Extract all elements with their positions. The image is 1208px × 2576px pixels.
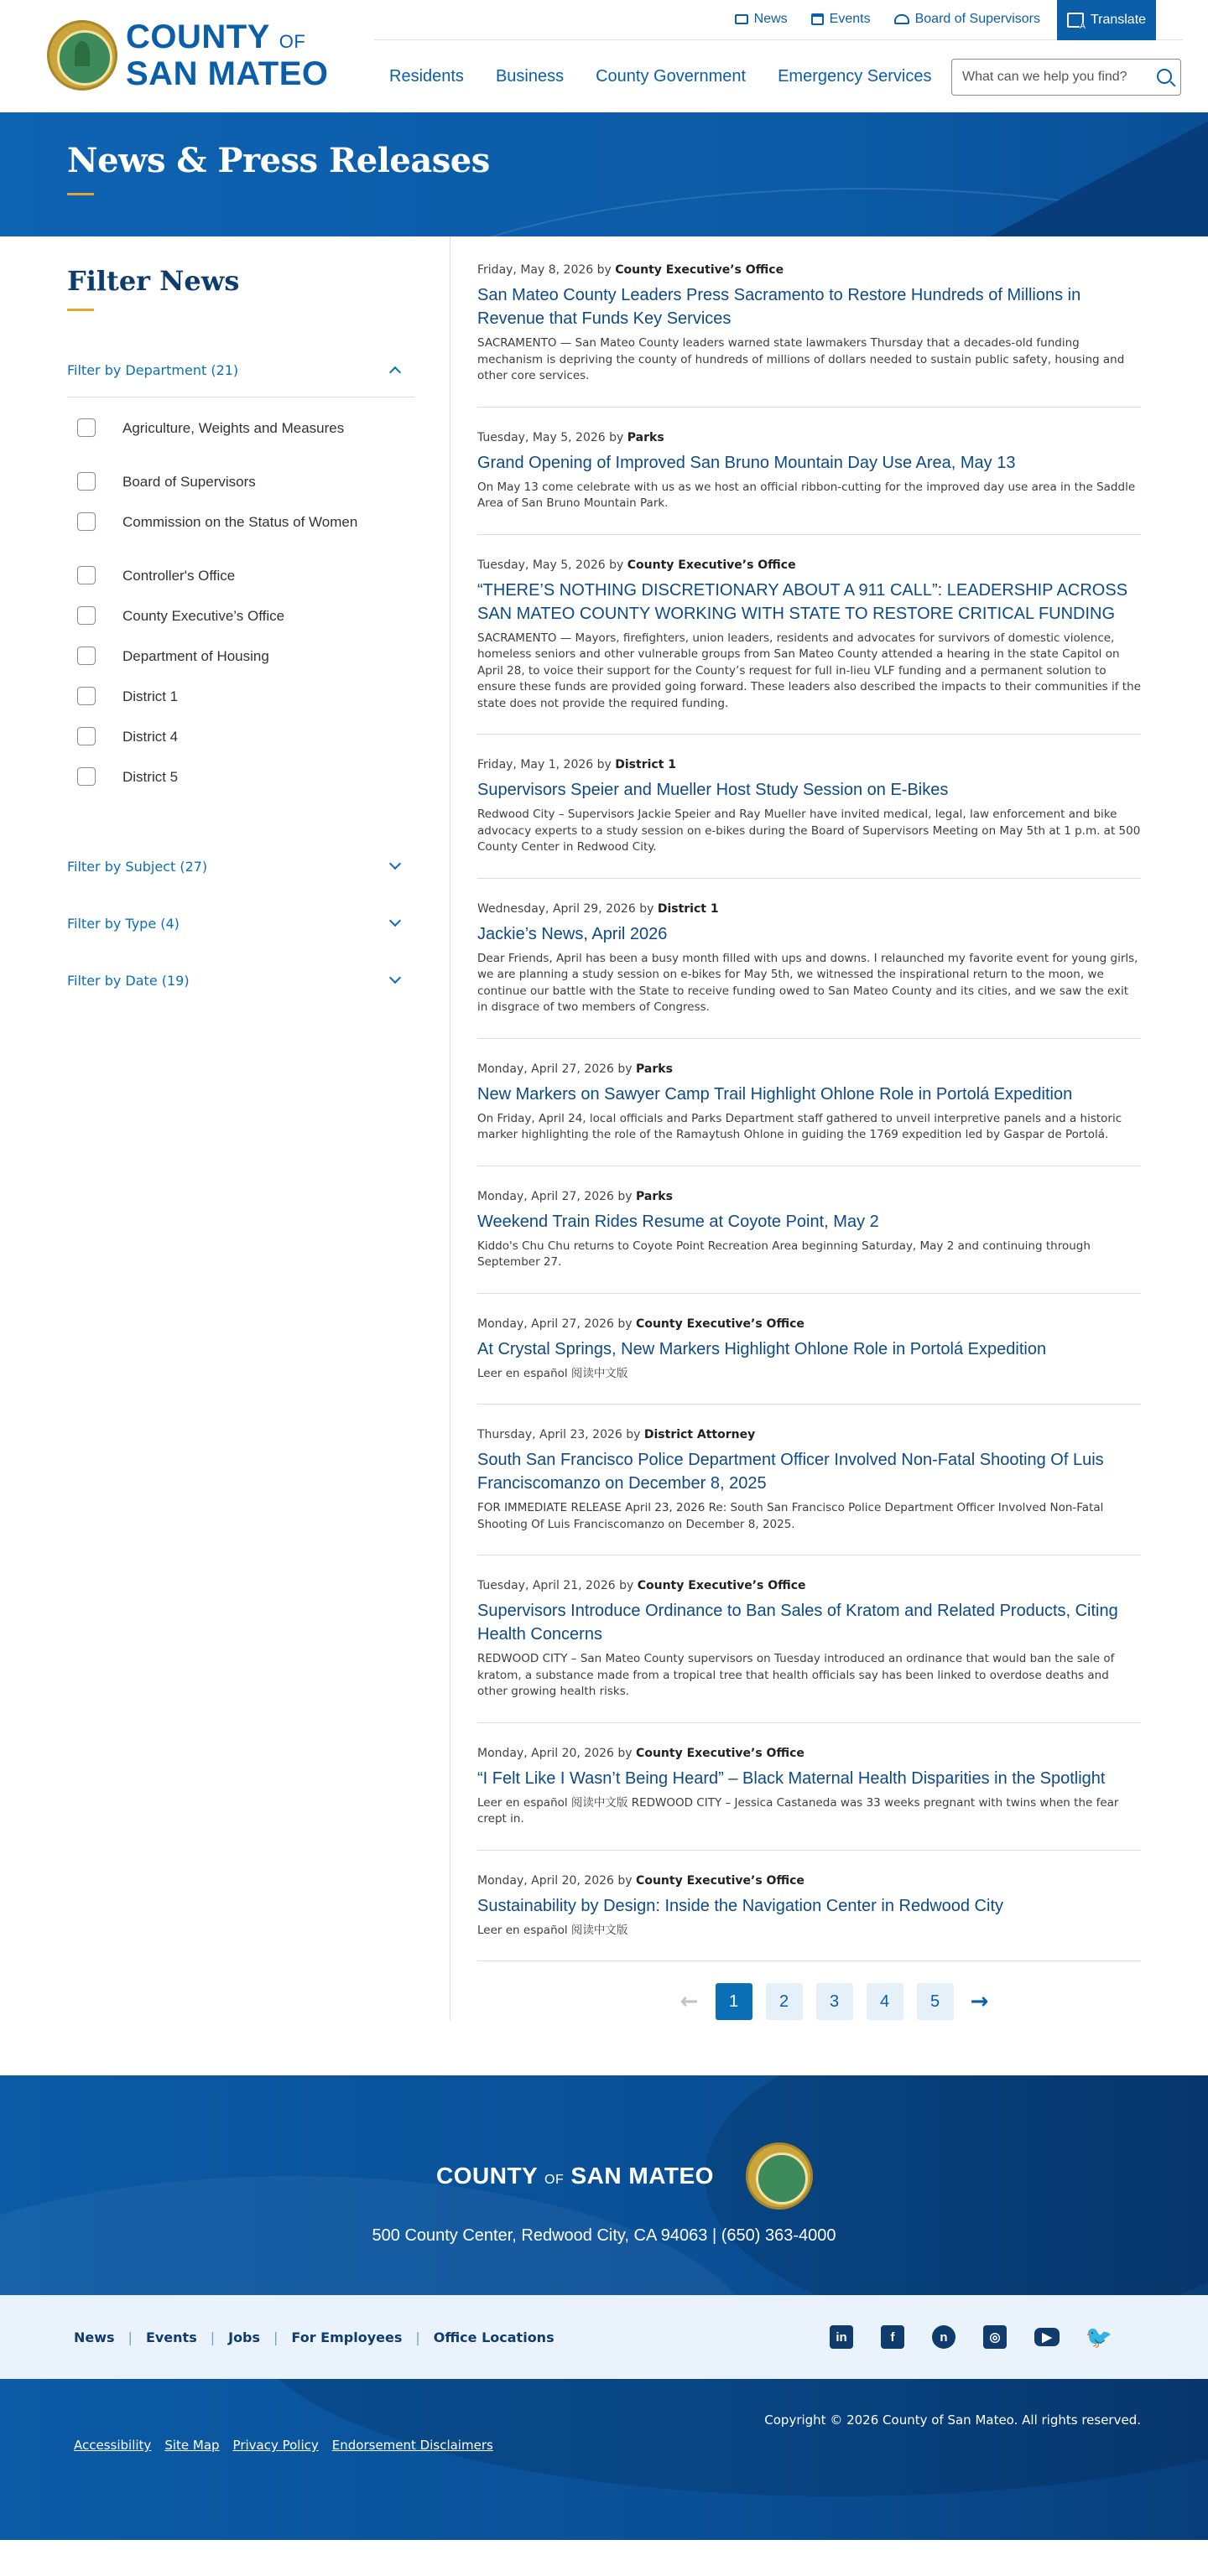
prev-page-icon: ← xyxy=(680,1989,699,2014)
page-button[interactable]: 2 xyxy=(766,1983,803,2020)
next-page-icon[interactable]: → xyxy=(970,1989,989,2014)
translate-icon xyxy=(1067,13,1084,28)
footer-top xyxy=(0,2075,1208,2295)
news-item xyxy=(477,1577,1141,1723)
filter-subject-label: Filter by Subject (27) xyxy=(67,858,208,875)
news-icon xyxy=(735,14,748,24)
utility-link-news[interactable] xyxy=(735,12,788,27)
dept-option[interactable] xyxy=(67,409,414,463)
news-item xyxy=(477,1188,1141,1294)
news-item xyxy=(477,1061,1141,1166)
youtube-icon[interactable]: ▶ xyxy=(1034,2328,1060,2346)
footer-links xyxy=(74,2329,555,2345)
filter-type-label: Filter by Type (4) xyxy=(67,915,180,932)
footer-link-employees[interactable]: For Employees xyxy=(291,2329,403,2345)
news-dept: District Attorney xyxy=(643,1428,756,1441)
news-item xyxy=(477,1426,1141,1555)
news-excerpt: Dear Friends, April has been a busy month filled with ups and downs. I relaunched my favorite event for young girls, we are planning a study session on e-bikes for May 5th, we witnessed the inspirational return to the moon, we continue our battle with the State to receive funding owed to San Mateo County and its cities, and we saw the exit in disgrace of two members of Congress. xyxy=(477,951,1138,1014)
linkedin-icon[interactable]: in xyxy=(830,2325,853,2349)
link-separator: | xyxy=(273,2329,279,2345)
news-dept: County Executive’s Office xyxy=(627,558,796,572)
twitter-icon[interactable]: 🐦 xyxy=(1085,2324,1113,2350)
news-excerpt: Leer en español 阅读中文版 xyxy=(477,1923,628,1937)
main-nav xyxy=(389,67,931,86)
dept-option-label: Board of Supervisors xyxy=(122,474,256,490)
footer-links-bar xyxy=(0,2295,1208,2379)
utility-link-label: Events xyxy=(829,12,871,26)
checkbox[interactable] xyxy=(77,472,96,491)
site-header xyxy=(0,0,1208,112)
news-title-link[interactable]: Grand Opening of Improved San Bruno Mountain Day Use Area, May 13 xyxy=(477,453,1016,472)
news-date: Monday, April 27, 2026 xyxy=(477,1189,614,1203)
utility-links xyxy=(735,12,1040,27)
checkbox[interactable] xyxy=(77,418,96,437)
news-meta xyxy=(477,901,1141,917)
news-dept: County Executive’s Office xyxy=(636,1746,804,1760)
news-date: Tuesday, May 5, 2026 xyxy=(477,430,606,444)
legal-link-disclaimers[interactable]: Endorsement Disclaimers xyxy=(331,2438,493,2453)
dept-option-label: District 1 xyxy=(122,688,179,704)
chevron-down-icon xyxy=(389,972,401,984)
page-title: News & Press Releases xyxy=(67,141,490,180)
dept-option-label: Commission on the Status of Women xyxy=(122,514,358,530)
logo-line2: SAN MATEO xyxy=(126,55,329,92)
news-meta xyxy=(477,557,1141,574)
news-excerpt: Leer en español 阅读中文版 REDWOOD CITY – Jessica Castaneda was 33 weeks pregnant with twins when the fear crept in. xyxy=(477,1795,1119,1826)
news-date: Friday, May 8, 2026 xyxy=(477,263,594,277)
news-title-link[interactable]: “THERE’S NOTHING DISCRETIONARY ABOUT A 911 CALL”: LEADERSHIP ACROSS SAN MATEO COUNTY WORKING WITH STATE TO RESTORE CRITICAL FUNDING xyxy=(477,580,1128,623)
news-meta xyxy=(477,1316,1141,1332)
footer-link-jobs[interactable]: Jobs xyxy=(228,2329,261,2345)
news-item xyxy=(477,557,1141,735)
news-date: Monday, April 27, 2026 xyxy=(477,1317,614,1331)
county-logo-link[interactable] xyxy=(47,20,329,91)
news-meta xyxy=(477,1426,1141,1443)
news-item xyxy=(477,1872,1141,1962)
link-separator: | xyxy=(128,2329,133,2345)
facebook-icon[interactable]: f xyxy=(881,2325,904,2349)
county-seal-icon xyxy=(746,2142,813,2210)
nav-residents[interactable]: Residents xyxy=(389,67,464,86)
news-dept: County Executive’s Office xyxy=(637,1579,806,1592)
dept-option[interactable] xyxy=(67,557,414,597)
dept-option-label: Controller's Office xyxy=(122,568,236,584)
footer-name-part: COUNTY xyxy=(436,2163,538,2189)
utility-link-label: Board of Supervisors xyxy=(914,12,1040,26)
utility-bar xyxy=(374,0,1183,40)
dept-option[interactable] xyxy=(67,597,414,637)
news-meta xyxy=(477,429,1141,446)
dept-option-label: Agriculture, Weights and Measures xyxy=(122,420,345,436)
news-title-link[interactable]: San Mateo County Leaders Press Sacramento to Restore Hundreds of Millions in Revenue that Funds Key Services xyxy=(477,286,1081,328)
news-meta xyxy=(477,1745,1141,1762)
news-date: Monday, April 20, 2026 xyxy=(477,1873,614,1888)
news-dept: Parks xyxy=(636,1062,673,1076)
news-dept: District 1 xyxy=(657,901,719,916)
dept-option-label: District 4 xyxy=(122,729,179,745)
news-title-link[interactable]: Supervisors Introduce Ordinance to Ban Sales of Kratom and Related Products, Citing Health Concerns xyxy=(477,1602,1118,1644)
checkbox[interactable] xyxy=(77,566,96,584)
news-title-link[interactable]: Jackie’s News, April 2026 xyxy=(477,924,668,943)
link-separator: | xyxy=(210,2329,216,2345)
dept-option[interactable] xyxy=(67,678,414,718)
news-meta xyxy=(477,1577,1141,1594)
news-title-link[interactable]: Supervisors Speier and Mueller Host Study Session on E-Bikes xyxy=(477,781,949,799)
news-item xyxy=(477,1745,1141,1851)
news-dept: County Executive’s Office xyxy=(615,263,784,277)
board-icon xyxy=(894,14,909,24)
news-date: Friday, May 1, 2026 xyxy=(477,758,594,771)
search-box xyxy=(951,59,1181,96)
news-title-link[interactable]: “I Felt Like I Wasn’t Being Heard” – Black Maternal Health Disparities in the Spotlight xyxy=(477,1768,1106,1788)
chevron-down-icon xyxy=(389,915,401,927)
news-by: by xyxy=(639,901,654,916)
footer-link-news[interactable]: News xyxy=(74,2329,115,2345)
chevron-up-icon xyxy=(389,366,401,378)
legal-link-privacy[interactable]: Privacy Policy xyxy=(232,2438,319,2453)
news-dept: Parks xyxy=(636,1189,673,1203)
dept-option[interactable] xyxy=(67,463,414,503)
news-date: Wednesday, April 29, 2026 xyxy=(477,901,636,916)
news-by: by xyxy=(617,1746,633,1760)
county-seal-icon xyxy=(47,20,117,91)
news-item xyxy=(477,1316,1141,1405)
social-links xyxy=(830,2325,1111,2349)
news-excerpt: Kiddo's Chu Chu returns to Coyote Point Recreation Area beginning Saturday, May 2 and continuing through September 27. xyxy=(477,1239,1091,1269)
news-meta xyxy=(477,1188,1141,1205)
news-meta xyxy=(477,262,1141,278)
news-date: Monday, April 20, 2026 xyxy=(477,1746,614,1760)
news-item xyxy=(477,756,1141,879)
news-excerpt: Redwood City – Supervisors Jackie Speier and Ray Mueller have invited medical, legal, law enforcement and bike advocacy experts to a study session on e-bikes during the Board of Supervisors Meeting on May 5th at 1 p.m. at 500 County Center in Redwood City. xyxy=(477,808,1141,854)
news-item xyxy=(477,262,1141,408)
news-dept: District 1 xyxy=(615,758,677,771)
news-date: Tuesday, April 21, 2026 xyxy=(477,1579,616,1592)
nav-emergency-services[interactable]: Emergency Services xyxy=(778,67,932,86)
news-by: by xyxy=(626,1428,641,1441)
site-footer xyxy=(0,2075,1208,2540)
news-excerpt: REDWOOD CITY – San Mateo County supervisors on Tuesday introduced an ordinance that would ban the sale of kratom, a substance made from a tropical tree that health officials say has been linked to overdose deaths and other growing health risks. xyxy=(477,1652,1115,1698)
dept-option[interactable] xyxy=(67,637,414,678)
translate-button[interactable] xyxy=(1057,0,1156,40)
department-list[interactable] xyxy=(67,397,414,821)
news-by: by xyxy=(609,558,624,572)
footer-name-of: OF xyxy=(544,2173,565,2187)
chevron-down-icon xyxy=(389,858,401,870)
filter-title-underline xyxy=(67,309,94,311)
news-title-link[interactable]: Sustainability by Design: Inside the Navigation Center in Redwood City xyxy=(477,1896,1004,1915)
dept-option-label: Department of Housing xyxy=(122,648,269,664)
filter-sidebar xyxy=(0,236,450,2020)
news-by: by xyxy=(617,1189,633,1203)
checkbox[interactable] xyxy=(77,647,96,665)
instagram-icon[interactable]: ◎ xyxy=(983,2325,1007,2349)
hero-banner xyxy=(0,112,1208,236)
utility-link-events[interactable] xyxy=(811,12,871,27)
news-by: by xyxy=(617,1873,633,1888)
page-button[interactable]: 5 xyxy=(917,1983,954,2020)
dept-option[interactable] xyxy=(67,503,414,557)
link-separator: | xyxy=(415,2329,420,2345)
footer-county-name xyxy=(436,2163,714,2189)
page-button[interactable]: 4 xyxy=(867,1983,903,2020)
news-date: Monday, April 27, 2026 xyxy=(477,1062,614,1076)
main-content xyxy=(0,236,1208,2075)
news-title-link[interactable]: South San Francisco Police Department Officer Involved Non-Fatal Shooting Of Luis Franciscomanzo on December 8, 2025 xyxy=(477,1451,1104,1493)
news-meta xyxy=(477,756,1141,773)
footer-link-offices[interactable]: Office Locations xyxy=(433,2329,555,2345)
footer-address: 500 County Center, Redwood City, CA 94063 | (650) 363-4000 xyxy=(372,2226,836,2245)
news-date: Tuesday, May 5, 2026 xyxy=(477,558,606,572)
news-excerpt: Leer en español 阅读中文版 xyxy=(477,1366,628,1380)
search-input[interactable] xyxy=(962,70,1147,85)
page-button-current[interactable]: 1 xyxy=(716,1983,752,2020)
dept-option-label: District 5 xyxy=(122,769,179,785)
search-icon[interactable] xyxy=(1157,69,1172,84)
footer-bottom xyxy=(0,2379,1208,2540)
nav-business[interactable]: Business xyxy=(495,67,565,86)
footer-link-events[interactable]: Events xyxy=(145,2329,197,2345)
filter-type-toggle[interactable] xyxy=(67,911,414,935)
news-by: by xyxy=(596,758,612,771)
news-excerpt: SACRAMENTO — Mayors, firefighters, union leaders, residents and advocates for survivors of domestic violence, homeless seniors and other vulnerable groups from San Mateo County attended a hearing in the state Capitol on April 28, to voice their support for the County’s request for full in-lieu VLF funding and a permanent solution to ensure these funds are provided going forward. These leaders also described the impacts to their communities if the state does not provide the required funding. xyxy=(477,631,1141,710)
news-by: by xyxy=(596,263,612,277)
news-excerpt: On May 13 come celebrate with us as we host an official ribbon-cutting for the improved day use area in the Saddle Area of San Bruno Mountain Park. xyxy=(477,480,1136,510)
news-by: by xyxy=(619,1579,634,1592)
checkbox[interactable] xyxy=(77,687,96,705)
legal-links xyxy=(74,2438,493,2453)
checkbox[interactable] xyxy=(77,727,96,745)
filter-title: Filter News xyxy=(67,265,240,297)
footer-logo[interactable] xyxy=(436,2142,813,2210)
filter-department-label: Filter by Department (21) xyxy=(67,361,239,378)
title-underline xyxy=(67,193,94,195)
copyright: Copyright © 2026 County of San Mateo. All rights reserved. xyxy=(764,2412,1141,2428)
translate-label: Translate xyxy=(1090,13,1147,27)
news-meta xyxy=(477,1872,1141,1889)
legal-link-sitemap[interactable]: Site Map xyxy=(164,2438,220,2453)
news-by: by xyxy=(617,1062,633,1076)
logo-of: OF xyxy=(279,31,306,52)
news-date: Thursday, April 23, 2026 xyxy=(477,1428,622,1441)
news-item xyxy=(477,901,1141,1039)
nav-county-government[interactable]: County Government xyxy=(596,67,747,86)
checkbox[interactable] xyxy=(77,512,96,531)
news-by: by xyxy=(617,1317,633,1331)
pagination xyxy=(477,1983,1191,2020)
news-excerpt: SACRAMENTO — San Mateo County leaders warned state lawmakers Thursday that a decades-old funding mechanism is depriving the county of hundreds of millions of dollars needed to sustain public safety, housing and other core services. xyxy=(477,336,1125,382)
filter-department-toggle[interactable] xyxy=(67,358,414,382)
news-excerpt: FOR IMMEDIATE RELEASE April 23, 2026 Re: South San Francisco Police Department Officer Involved Non-Fatal Shooting Of Luis Franciscomanzo on December 8, 2025. xyxy=(477,1501,1104,1531)
checkbox[interactable] xyxy=(77,606,96,625)
calendar-icon xyxy=(811,13,824,25)
logo-line1: COUNTY xyxy=(126,18,270,55)
news-dept: Parks xyxy=(627,430,664,444)
news-dept: County Executive’s Office xyxy=(636,1873,804,1888)
dept-option[interactable] xyxy=(67,718,414,758)
dept-option-label: County Executive’s Office xyxy=(122,608,285,624)
news-item xyxy=(477,429,1141,535)
news-title-link[interactable]: Weekend Train Rides Resume at Coyote Point, May 2 xyxy=(477,1212,879,1231)
dept-option[interactable] xyxy=(67,758,414,798)
filter-subject-toggle[interactable] xyxy=(67,854,414,878)
county-logo-text xyxy=(126,18,329,92)
legal-link-accessibility[interactable]: Accessibility xyxy=(74,2438,152,2453)
footer-name-part: SAN MATEO xyxy=(570,2163,714,2189)
news-meta xyxy=(477,1061,1141,1078)
utility-link-label: News xyxy=(753,12,788,26)
filter-date-label: Filter by Date (19) xyxy=(67,972,190,989)
news-by: by xyxy=(609,430,624,444)
nextdoor-icon[interactable]: n xyxy=(932,2325,955,2349)
news-dept: County Executive’s Office xyxy=(636,1317,804,1331)
news-title-link[interactable]: New Markers on Sawyer Camp Trail Highlight Ohlone Role in Portolá Expedition xyxy=(477,1084,1073,1104)
news-title-link[interactable]: At Crystal Springs, New Markers Highlight Ohlone Role in Portolá Expedition xyxy=(477,1339,1047,1358)
utility-link-board[interactable] xyxy=(894,12,1040,27)
checkbox[interactable] xyxy=(77,767,96,786)
news-list xyxy=(450,236,1208,2020)
filter-date-toggle[interactable] xyxy=(67,969,414,992)
news-excerpt: On Friday, April 24, local officials and Parks Department staff gathered to unveil interpretive panels and a historic marker highlighting the role of the Ramaytush Ohlone in guiding the 1769 expedition led by Gaspar de Portolá. xyxy=(477,1111,1122,1141)
page-button[interactable]: 3 xyxy=(816,1983,853,2020)
